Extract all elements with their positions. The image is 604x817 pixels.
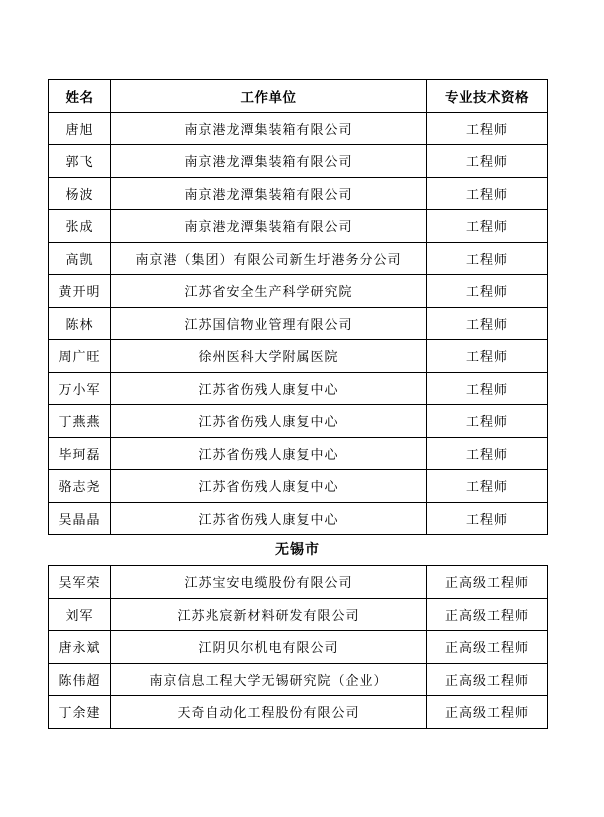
cell-qualification: 工程师 — [427, 177, 548, 210]
cell-unit: 南京港（集团）有限公司新生圩港务分公司 — [111, 242, 427, 275]
cell-qualification: 工程师 — [427, 112, 548, 145]
header-name: 姓名 — [49, 80, 111, 113]
cell-unit: 江苏省伤残人康复中心 — [111, 372, 427, 405]
cell-name: 吴晶晶 — [49, 502, 111, 535]
cell-name: 丁余建 — [49, 696, 111, 729]
cell-name: 张成 — [49, 210, 111, 243]
cell-name: 刘军 — [49, 598, 111, 631]
table-row — [49, 275, 548, 308]
roster-table-b — [48, 565, 548, 729]
cell-unit: 江苏宝安电缆股份有限公司 — [111, 566, 427, 599]
cell-qualification: 工程师 — [427, 372, 548, 405]
cell-qualification: 工程师 — [427, 307, 548, 340]
roster-table-a — [48, 79, 548, 535]
table-row — [49, 210, 548, 243]
table-row — [49, 437, 548, 470]
cell-qualification: 工程师 — [427, 502, 548, 535]
cell-unit: 天奇自动化工程股份有限公司 — [111, 696, 427, 729]
cell-name: 丁燕燕 — [49, 405, 111, 438]
cell-qualification: 正高级工程师 — [427, 598, 548, 631]
cell-unit: 江苏国信物业管理有限公司 — [111, 307, 427, 340]
cell-qualification: 工程师 — [427, 470, 548, 503]
table-row — [49, 340, 548, 373]
table-row — [49, 566, 548, 599]
table-row — [49, 663, 548, 696]
cell-qualification: 正高级工程师 — [427, 566, 548, 599]
header-qualification: 专业技术资格 — [427, 80, 548, 113]
table-row — [49, 598, 548, 631]
cell-unit: 江苏省伤残人康复中心 — [111, 502, 427, 535]
cell-unit: 江苏兆宸新材料研发有限公司 — [111, 598, 427, 631]
cell-qualification: 工程师 — [427, 405, 548, 438]
table-row — [49, 631, 548, 664]
cell-name: 周广旺 — [49, 340, 111, 373]
cell-unit: 江苏省伤残人康复中心 — [111, 405, 427, 438]
cell-name: 毕珂磊 — [49, 437, 111, 470]
cell-name: 陈林 — [49, 307, 111, 340]
cell-unit: 徐州医科大学附属医院 — [111, 340, 427, 373]
cell-unit: 南京港龙潭集装箱有限公司 — [111, 210, 427, 243]
table-row — [49, 696, 548, 729]
cell-qualification: 工程师 — [427, 340, 548, 373]
city-heading: 无锡市 — [275, 542, 320, 558]
table-row — [49, 405, 548, 438]
cell-unit: 江苏省安全生产科学研究院 — [111, 275, 427, 308]
cell-qualification: 工程师 — [427, 437, 548, 470]
table-row — [49, 470, 548, 503]
cell-unit: 江阴贝尔机电有限公司 — [111, 631, 427, 664]
cell-unit: 南京港龙潭集装箱有限公司 — [111, 145, 427, 178]
table-row — [49, 372, 548, 405]
cell-name: 吴军荣 — [49, 566, 111, 599]
table-row — [49, 112, 548, 145]
cell-name: 万小军 — [49, 372, 111, 405]
cell-unit: 江苏省伤残人康复中心 — [111, 470, 427, 503]
cell-name: 郭飞 — [49, 145, 111, 178]
header-row — [49, 80, 548, 113]
table-row — [49, 145, 548, 178]
cell-qualification: 工程师 — [427, 145, 548, 178]
cell-unit: 南京信息工程大学无锡研究院（企业） — [111, 663, 427, 696]
cell-name: 唐旭 — [49, 112, 111, 145]
cell-name: 唐永斌 — [49, 631, 111, 664]
cell-qualification: 正高级工程师 — [427, 696, 548, 729]
cell-unit: 南京港龙潭集装箱有限公司 — [111, 177, 427, 210]
table-row — [49, 502, 548, 535]
cell-unit: 江苏省伤残人康复中心 — [111, 437, 427, 470]
cell-name: 高凯 — [49, 242, 111, 275]
cell-name: 陈伟超 — [49, 663, 111, 696]
cell-unit: 南京港龙潭集装箱有限公司 — [111, 112, 427, 145]
table-row — [49, 242, 548, 275]
header-unit: 工作单位 — [111, 80, 427, 113]
document-sheet — [48, 79, 547, 729]
cell-name: 骆志尧 — [49, 470, 111, 503]
cell-qualification: 工程师 — [427, 242, 548, 275]
cell-qualification: 工程师 — [427, 275, 548, 308]
table-row — [49, 177, 548, 210]
table-row — [49, 307, 548, 340]
cell-qualification: 正高级工程师 — [427, 631, 548, 664]
cell-name: 杨波 — [49, 177, 111, 210]
cell-qualification: 工程师 — [427, 210, 548, 243]
cell-qualification: 正高级工程师 — [427, 663, 548, 696]
cell-name: 黄开明 — [49, 275, 111, 308]
